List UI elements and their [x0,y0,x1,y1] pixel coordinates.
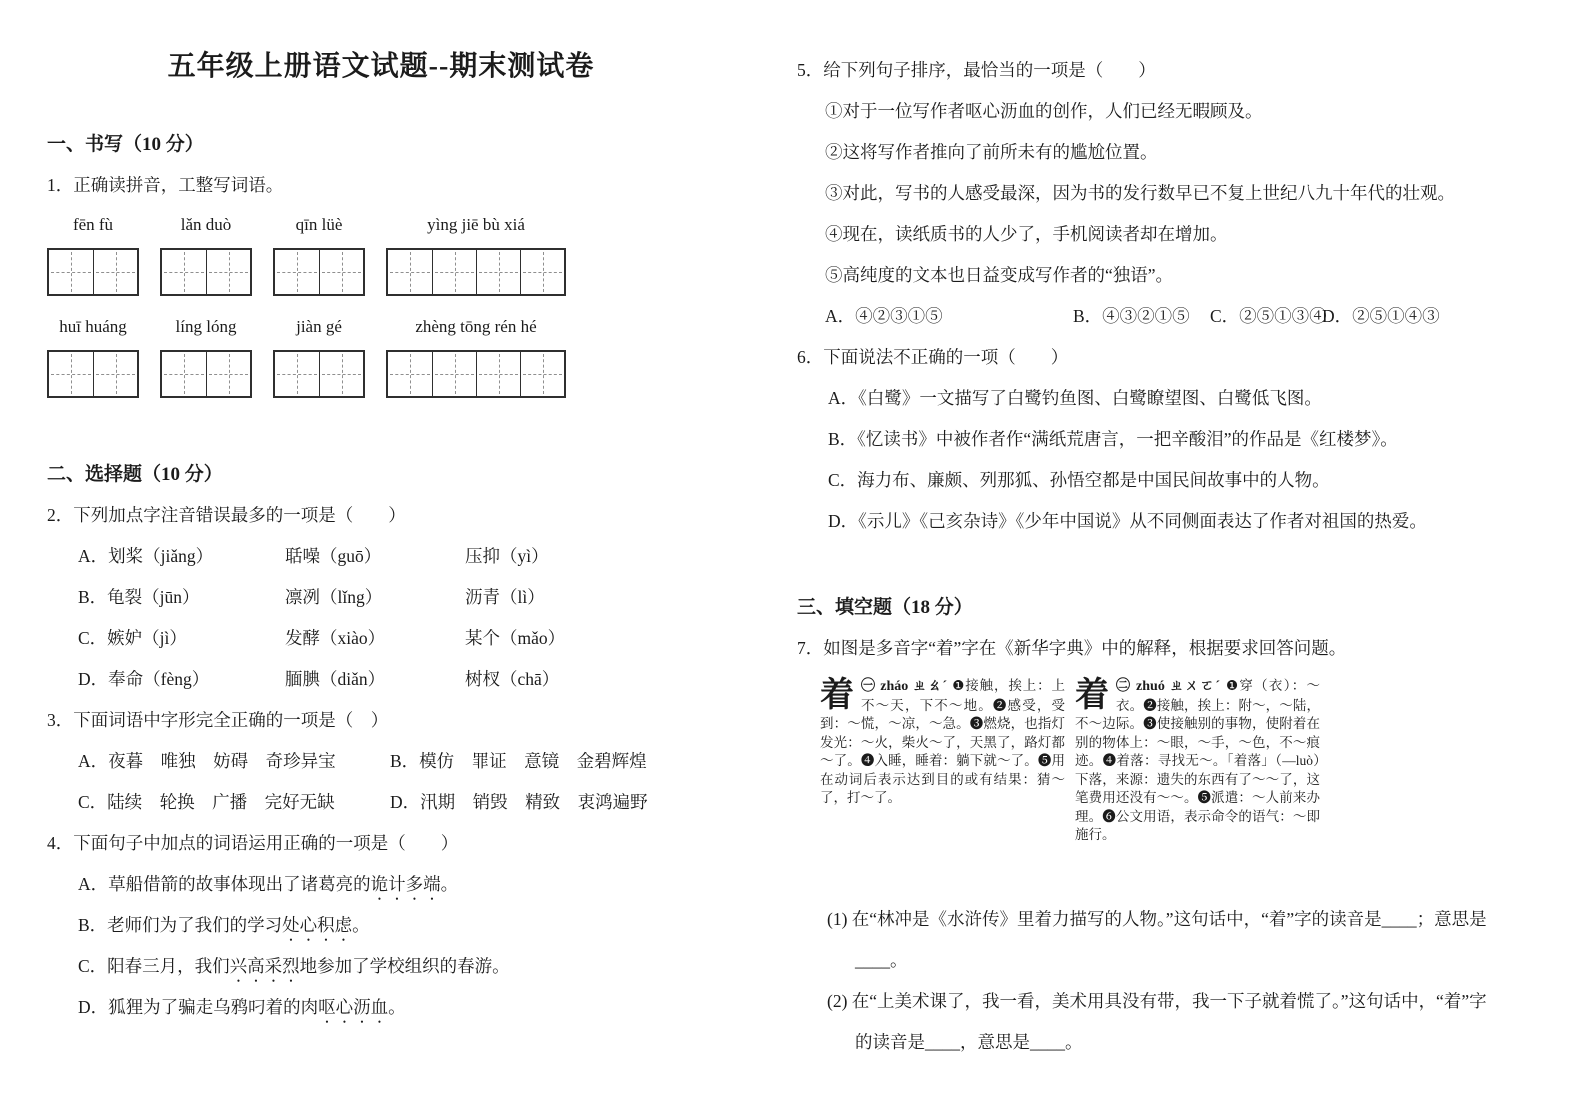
q5-sentence-1: ①对于一位写作者呕心沥血的创作，人们已经无暇顾及。 [825,101,1263,121]
emphasized-word: 兴高采烈 [229,956,300,976]
dict-entry-zhuo [1075,677,1320,845]
emphasized-word: 处心积虑 [282,915,353,935]
option-word: 聒噪（guō） [285,546,382,566]
q4-option-d [47,987,715,1028]
answer-option: B．④③②①⑤ [1073,306,1190,326]
option-word: 发酵（xiào） [285,628,386,648]
option-text: 。 [388,997,406,1017]
left-column [47,0,715,1028]
option-word: 压抑（yì） [465,546,549,566]
q3-stem: 3．下面词语中字形完全正确的一项是（ ） [47,710,389,730]
q6-option-c: C．海力布、廉颇、列那狐、孙悟空都是中国民间故事中的人物。 [828,470,1330,490]
q2-option-b [47,577,715,618]
writing-cell [319,250,363,294]
writing-cell [206,352,250,396]
answer-option: D．②⑤①④③ [1322,306,1440,326]
pinyin-label: qīn lüè [295,215,343,234]
q5-sentence-3: ③对此，写书的人感受最深，因为书的发行数早已不复上世纪八九十年代的壮观。 [825,183,1455,203]
option-word: D．奉命（fèng） [78,669,210,689]
word-group [160,210,252,296]
pinyin-label: zhèng tōng rén hé [415,317,537,336]
option-word: A．划桨（jiǎng） [78,546,214,566]
word-group [386,312,566,398]
writing-grid [47,350,139,398]
writing-cell [388,352,432,396]
dict-pronunciation: ㊁ zhuó ㄓㄨㄛˊ [1116,679,1222,694]
option-text: B．老师们为了我们的学习 [78,915,283,935]
option-text: C．阳春三月，我们 [78,956,230,976]
option-word: 树杈（chā） [465,669,560,689]
dict-definition: ❶接触，挨上：上不～天，下不～地。❷感受，受到：～慌，～凉，～急。❸燃烧，也指灯发光：～火，柴火～了，天黑了，路灯都～了。❹入睡，睡着：躺下就～了。❺用在动词后表示达到目的或有结果：猜～了，打～了。 [820,678,1065,805]
writing-cell [49,250,93,294]
q5-sentence-4: ④现在，读纸质书的人少了，手机阅读者却在增加。 [825,224,1228,244]
option-text: D．狐狸为了骗走乌鸦叼着的肉 [78,997,319,1017]
q3-options-cd [47,782,715,823]
writing-cell [49,352,93,396]
option-group: A．夜暮 唯独 妨碍 奇珍异宝 [78,751,336,771]
writing-grid [386,350,566,398]
q3-options-ab [47,741,715,782]
word-group [47,312,139,398]
q6-option-a: A．《白鹭》一文描写了白鹭钓鱼图、白鹭瞭望图、白鹭低飞图。 [828,388,1322,408]
pinyin-label: lǎn duò [180,215,232,234]
writing-grid [160,350,252,398]
pinyin-label: huī huáng [59,317,127,336]
writing-cell [432,250,476,294]
q2-option-c [47,618,715,659]
q1-row-2 [47,312,715,398]
writing-cell [432,352,476,396]
option-word: B．龟裂（jūn） [78,587,200,607]
pinyin-label: líng lóng [175,317,237,336]
writing-cell [275,352,319,396]
writing-cell [162,250,206,294]
option-word: 沥青（lì） [465,587,545,607]
writing-grid [273,248,365,296]
word-group [273,312,365,398]
option-group: C．陆续 轮换 广播 完好无缺 [78,792,335,812]
section-1-heading: 一、书写（10 分） [47,134,204,155]
q7-sub-question-1: (1) 在“林冲是《水浒传》里着力描写的人物。”这句话中，“着”字的读音是____；意思是 [827,909,1487,929]
option-text: 。 [440,874,459,894]
q1-stem: 1．正确读拼音，工整写词语。 [47,175,284,195]
writing-cell [476,352,520,396]
answer-option: C．②⑤①③④ [1210,306,1327,326]
dict-entry-zhao [820,677,1065,808]
writing-cell [388,250,432,294]
option-group: D．汛期 销毁 精致 衷鸿遍野 [390,792,648,812]
section-3-heading: 三、填空题（18 分） [797,597,973,618]
q4-option-b [47,905,715,946]
pinyin-label: yìng jiē bù xiá [427,215,525,234]
writing-cell [319,352,363,396]
dict-pronunciation: ㊀ zháo ㄓㄠˊ [861,679,948,694]
writing-cell [520,250,564,294]
q5-stem: 5．给下列句子排序，最恰当的一项是（ ） [797,60,1156,80]
q5-sentence-5: ⑤高纯度的文本也日益变成写作者的“独语”。 [825,265,1174,285]
pinyin-label: jiàn gé [296,317,342,336]
q4-stem: 4．下面句子中加点的词语运用正确的一项是（ ） [47,833,459,853]
writing-cell [206,250,250,294]
option-word: 腼腆（diǎn） [285,669,386,689]
dict-headword: 着 [1075,677,1109,714]
q5-sentence-2: ②这将写作者推向了前所未有的尴尬位置。 [825,142,1158,162]
option-text: 。 [352,915,370,935]
word-group [386,210,566,296]
q4-option-a [47,864,715,905]
pinyin-label: fēn fù [72,215,114,234]
right-column [797,0,1557,1063]
word-group [273,210,365,296]
writing-cell [476,250,520,294]
q4-option-c [47,946,715,987]
writing-grid [386,248,566,296]
q6-option-d: D．《示儿》《己亥杂诗》《少年中国说》从不同侧面表达了作者对祖国的热爱。 [828,511,1427,531]
writing-grid [47,248,139,296]
q2-option-a [47,536,715,577]
option-word: 某个（mǎo） [465,628,566,648]
writing-cell [93,250,137,294]
option-word: C．嫉妒（jì） [78,628,187,648]
option-text: 地参加了学校组织的春游。 [299,956,510,976]
dict-definition: ❶穿（衣）：～衣。❷接触，挨上：附～，～陆，不～边际。❸使接触别的事物，使附着在别的物体上：～眼，～手，～色，不～痕迹。❹着落：寻找无～。「着落」（—luò）下落，来源：遗失的东西有了～～了，这笔费用还没有～～。❺派遣：～人前来办理。❻公文用语，表示命令的语气：～即施行。 [1075,678,1321,842]
q5-answer-choices [797,296,1557,337]
word-group [47,210,139,296]
q6-option-b: B．《忆读书》中被作者作“满纸荒唐言，一把辛酸泪”的作品是《红楼梦》。 [828,429,1398,449]
section-2-heading: 二、选择题（10 分） [47,464,223,485]
writing-grid [273,350,365,398]
dict-headword: 着 [820,677,854,714]
dictionary-excerpt [820,677,1320,897]
writing-cell [162,352,206,396]
q7-sub-question-2-blank: 的读音是____，意思是____。 [855,1032,1083,1052]
q6-stem: 6．下面说法不正确的一项（ ） [797,347,1069,367]
q2-option-d [47,659,715,700]
word-group [160,312,252,398]
writing-cell [520,352,564,396]
writing-grid [160,248,252,296]
q7-sub-question-2: (2) 在“上美术课了，我一看，美术用具没有带，我一下子就着慌了。”这句话中，“着”字 [827,991,1487,1011]
emphasized-word: 呕心沥血 [318,997,389,1017]
writing-cell [275,250,319,294]
exam-title: 五年级上册语文试题--期末测试卷 [167,51,595,82]
q7-sub-question-1-blank: ____。 [855,950,908,970]
writing-cell [93,352,137,396]
q2-stem: 2．下列加点字注音错误最多的一项是（ ） [47,505,406,525]
q7-stem: 7．如图是多音字“着”字在《新华字典》中的解释，根据要求回答问题。 [797,638,1347,658]
option-group: B．模仿 罪证 意镜 金碧辉煌 [390,751,647,771]
option-text: A．草船借箭的故事体现出了诸葛亮的 [78,874,371,894]
q1-row-1 [47,210,715,296]
emphasized-word: 诡计多端 [370,874,441,894]
option-word: 凛冽（lǐng） [285,587,383,607]
answer-option: A．④②③①⑤ [825,306,943,326]
